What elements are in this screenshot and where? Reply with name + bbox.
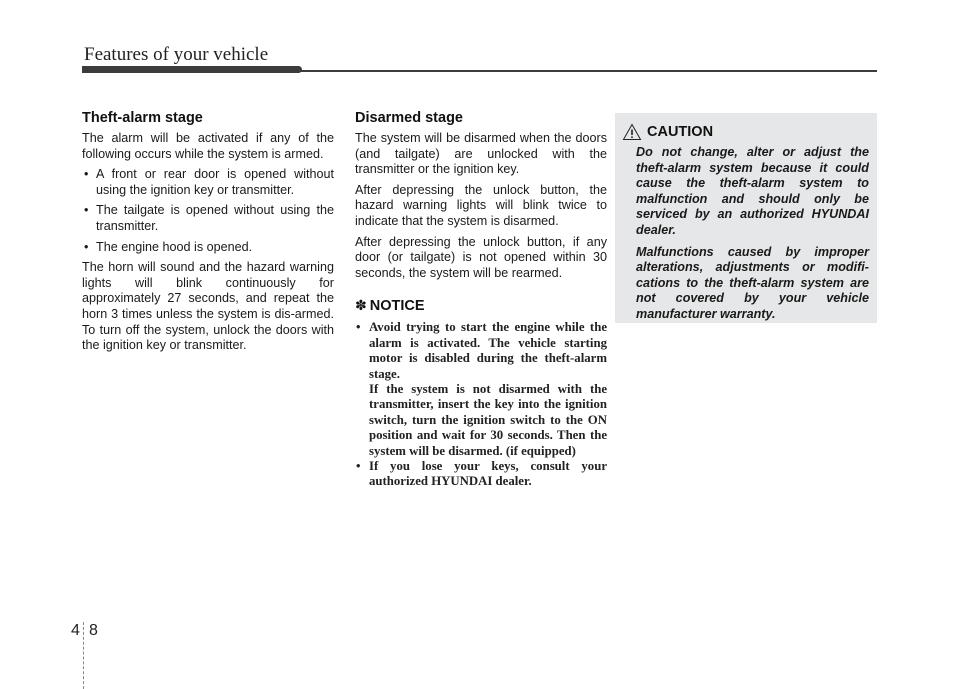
caution-title: CAUTION — [647, 124, 714, 140]
page-number-divider — [83, 622, 84, 689]
notice-item — [355, 320, 607, 459]
warning-triangle-icon — [622, 123, 642, 141]
notice-item-text: If you lose your keys, consult your authorized HYUNDAI dealer. — [369, 459, 607, 489]
disarmed-heading: Disarmed stage — [355, 110, 463, 126]
caution-box — [615, 113, 877, 323]
caution-paragraph: Malfunctions caused by improper alterations, adjustments or modifi-cations to the theft-alarm system are not covered by your vehicle manufacturer warranty. — [636, 244, 869, 321]
list-item: • The tailgate is opened without using the transmitter. — [82, 203, 334, 234]
notice-star-icon: ✽ — [355, 297, 367, 314]
page-header-title: Features of your vehicle — [84, 44, 269, 65]
notice-item-subtext: If the system is not disarmed with the transmitter, insert the key into the ignition switch, turn the ignition switch to the ON position and wait for 30 seconds. Then the system will be disarmed. (if equipped) — [369, 381, 607, 458]
disarmed-paragraph: After depressing the unlock button, if any door (or tailgate) is not opened within 30 seconds, the system will be rearmed. — [355, 234, 607, 280]
list-item: • The engine hood is opened. — [82, 240, 334, 256]
disarmed-section — [355, 110, 607, 490]
disarmed-paragraph: The system will be disarmed when the doors (and tailgate) are unlocked with the transmitter or the ignition key. — [355, 131, 607, 177]
notice-item-text: Avoid trying to start the engine while the alarm is activated. The vehicle starting motor is disabled during the theft-alarm stage. — [369, 320, 607, 381]
list-item: • A front or rear door is opened without using the ignition key or transmitter. — [82, 167, 334, 198]
notice-item — [355, 459, 607, 490]
theft-alarm-heading: Theft-alarm stage — [82, 110, 203, 126]
header-rule — [300, 70, 877, 72]
page-number: 8 — [89, 622, 98, 639]
caution-paragraph: Do not change, alter or adjust the theft-alarm system because it could cause the theft-alarm system to malfunction and should only be serviced by an authorized HYUNDAI dealer. — [636, 145, 869, 237]
notice-title — [355, 297, 607, 314]
theft-alarm-intro: The alarm will be activated if any of the following occurs while the system is armed. — [82, 131, 334, 161]
notice-list — [355, 320, 607, 489]
disarmed-paragraph: After depressing the unlock button, the hazard warning lights will blink twice to indicate that the system is disarmed. — [355, 182, 607, 228]
header-bar — [82, 66, 302, 73]
caution-header — [622, 123, 869, 141]
theft-alarm-outro: The horn will sound and the hazard warning lights will blink continuously for approximately 27 seconds, and repeat the horn 3 times unless the system is dis-armed. To turn off the system, unlock the doors with the ignition key or transmitter. — [82, 260, 334, 353]
notice-label: NOTICE — [369, 297, 425, 314]
theft-alarm-section — [82, 110, 334, 359]
theft-alarm-conditions — [82, 167, 334, 255]
chapter-number: 4 — [71, 622, 80, 639]
